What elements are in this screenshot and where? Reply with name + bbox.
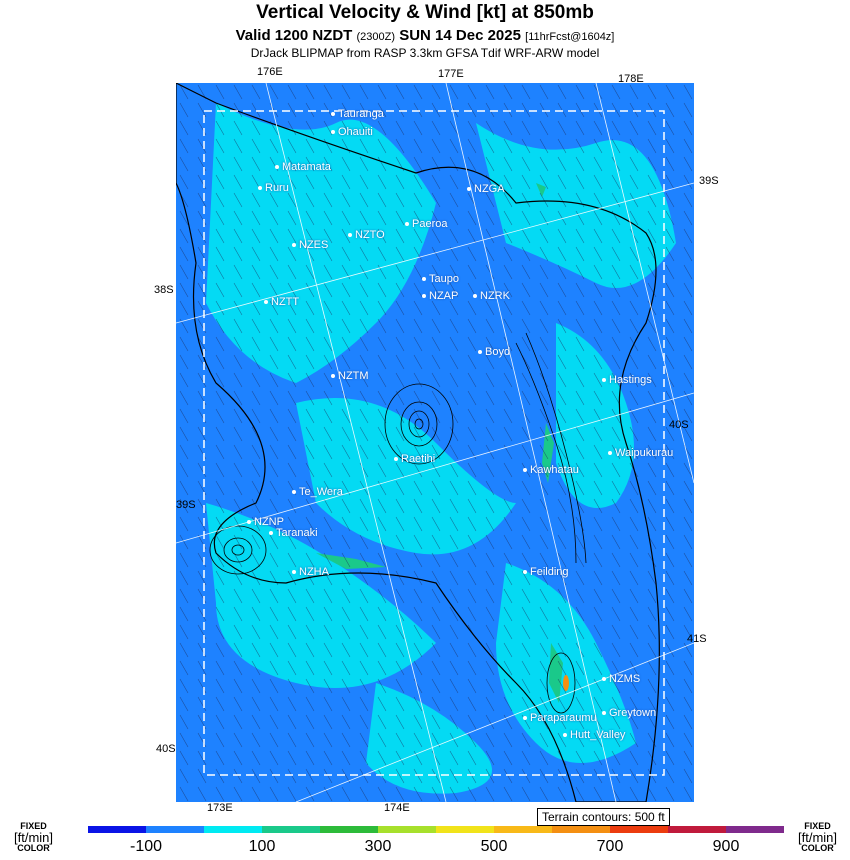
colorbar-swatch <box>726 826 784 833</box>
colorbar-swatch <box>494 826 552 833</box>
valid-time: Valid 1200 NZDT <box>235 27 353 44</box>
place-label: Ohauiti <box>331 126 373 138</box>
lat-label: 38S <box>154 284 174 296</box>
lon-label: 173E <box>207 802 233 814</box>
place-label: Taranaki <box>269 527 318 539</box>
valid-date: SUN 14 Dec 2025 <box>399 27 521 44</box>
color-scale-bar <box>88 826 784 833</box>
weather-map <box>176 83 694 802</box>
place-label: Taupo <box>422 273 459 285</box>
place-label: NZRK <box>473 290 510 302</box>
colorbar-label: 100 <box>248 838 276 855</box>
place-label: Ruru <box>258 182 289 194</box>
place-label: Paraparaumu <box>523 712 597 724</box>
lat-label: 41S <box>687 633 707 645</box>
units-label: [ft/min] <box>798 830 838 845</box>
place-label: NZAP <box>422 290 458 302</box>
colorbar-swatch <box>88 826 146 833</box>
place-label: Hutt_Valley <box>563 729 625 741</box>
lat-label: 40S <box>669 419 689 431</box>
fixed-color-label-right <box>798 822 837 853</box>
units-label: [ft/min] <box>14 830 54 845</box>
place-label: Raetihi <box>394 453 435 465</box>
lat-label: 40S <box>156 743 176 755</box>
place-label: NZTT <box>264 296 299 308</box>
colorbar-label: 300 <box>364 838 392 855</box>
fixed-color-label-left <box>14 822 53 853</box>
place-label: NZNP <box>247 516 284 528</box>
lat-label: 39S <box>176 499 196 511</box>
colorbar-swatch <box>204 826 262 833</box>
lon-label: 176E <box>257 66 283 78</box>
utc-time: (2300Z) <box>356 31 396 43</box>
colorbar-label: -100 <box>129 838 163 855</box>
place-label: NZTO <box>348 229 385 241</box>
fixed-label: FIXED <box>804 821 831 831</box>
chart-title: Vertical Velocity & Wind [kt] at 850mb <box>256 2 594 23</box>
place-label: NZMS <box>602 673 640 685</box>
place-label: Hastings <box>602 374 652 386</box>
color-label: COLOR <box>801 843 834 853</box>
colorbar-swatch <box>262 826 320 833</box>
place-label: Feilding <box>523 566 569 578</box>
lon-label: 178E <box>618 73 644 85</box>
place-label: Greytown <box>602 707 656 719</box>
place-label: Paeroa <box>405 218 447 230</box>
model-description: DrJack BLIPMAP from RASP 3.3km GFSA Tdif WRF-ARW model <box>250 46 600 60</box>
place-label: NZGA <box>467 183 505 195</box>
colorbar-swatch <box>668 826 726 833</box>
colorbar-swatch <box>436 826 494 833</box>
place-label: Matamata <box>275 161 331 173</box>
place-label: Kawhatau <box>523 464 579 476</box>
place-label: Te_Wera <box>292 486 343 498</box>
place-label: Boyd <box>478 346 510 358</box>
fixed-label: FIXED <box>20 821 47 831</box>
colorbar-label: 500 <box>480 838 508 855</box>
place-label: NZTM <box>331 370 369 382</box>
place-label: NZES <box>292 239 328 251</box>
lat-label: 39S <box>699 175 719 187</box>
terrain-contour-note: Terrain contours: 500 ft <box>537 808 670 826</box>
place-label: NZHA <box>292 566 329 578</box>
forecast-info: [11hrFcst@1604z] <box>525 31 615 43</box>
colorbar-label: 700 <box>596 838 624 855</box>
colorbar-swatch <box>378 826 436 833</box>
colorbar-label: 900 <box>712 838 740 855</box>
chart-subtitle <box>0 27 850 44</box>
lon-label: 174E <box>384 802 410 814</box>
colorbar-swatch <box>552 826 610 833</box>
lon-label: 177E <box>438 68 464 80</box>
color-label: COLOR <box>17 843 50 853</box>
place-label: Tauranga <box>331 108 384 120</box>
colorbar-swatch <box>610 826 668 833</box>
colorbar-swatch <box>320 826 378 833</box>
wind-barbs <box>176 83 694 802</box>
place-label: Waipukurau <box>608 447 673 459</box>
colorbar-swatch <box>146 826 204 833</box>
